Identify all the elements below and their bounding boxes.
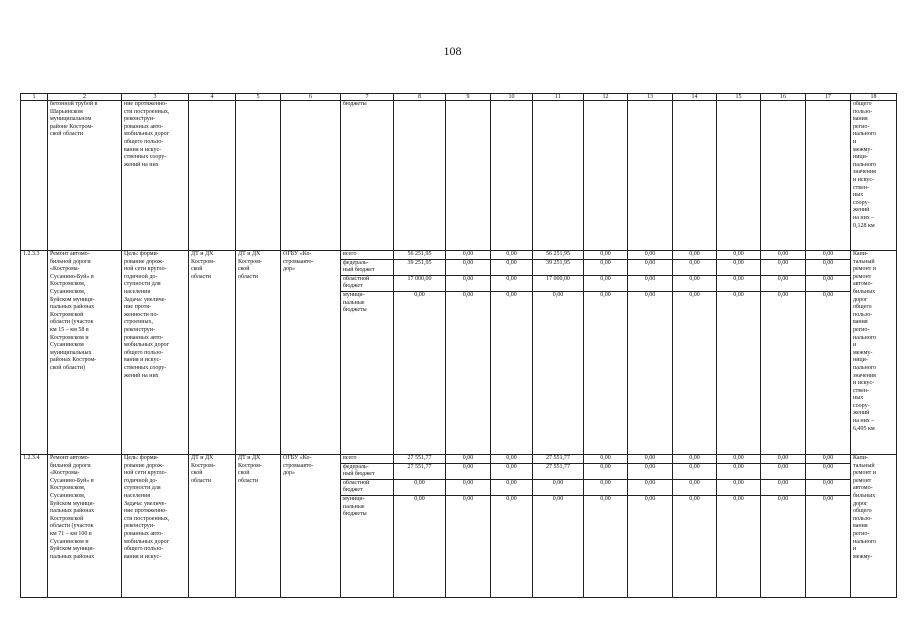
column-header: 3 — [122, 94, 189, 101]
funding-value: 0,00 — [394, 479, 446, 495]
continuation-cell-2: бетонной трубой в Шарьинском муниципальном районе Костром- ской области — [48, 101, 122, 251]
funding-value: 0,00 — [584, 479, 628, 495]
funding-value: 0,00 — [806, 479, 851, 495]
funding-value: 27 551,77 — [394, 454, 446, 463]
funding-source: муници- пальные бюджеты — [341, 495, 394, 597]
funding-value: 0,00 — [717, 259, 761, 275]
funding-value: 0,00 — [491, 275, 533, 291]
funding-value: 0,00 — [446, 291, 491, 454]
funding-value: 0,00 — [717, 463, 761, 479]
row-number: 1.2.3.3 — [21, 251, 48, 455]
column-header: 11 — [533, 94, 584, 101]
expected-result: Капи- тальный ремонт и ремонт автомо- бильных дорог общего пользо- вания регио- нального и межму- ници- пального значения и искус- ствен- ных соору- жений на них – 6,495 км — [851, 251, 897, 455]
funding-value: 0,00 — [491, 454, 533, 463]
funding-value: 0,00 — [394, 291, 446, 454]
funding-value: 0,00 — [806, 275, 851, 291]
column-header: 14 — [673, 94, 717, 101]
continuation-cell-3: ние протяженно- сти построенных, реконструи- рованных авто- мобильных дорог общего пользо- вания и искус- ственных соору- жений на них — [122, 101, 189, 251]
column-header: 7 — [341, 94, 394, 101]
continuation-row — [21, 101, 897, 251]
funding-value: 0,00 — [717, 454, 761, 463]
funding-value: 0,00 — [491, 479, 533, 495]
funding-value: 0,00 — [446, 495, 491, 597]
empty-cell — [446, 101, 491, 251]
funding-value: 0,00 — [628, 275, 673, 291]
funding-value: 0,00 — [717, 291, 761, 454]
responsible-executor: ДТ и ДХ Костром- ской области — [189, 454, 236, 597]
empty-cell — [21, 101, 48, 251]
funding-value: 0,00 — [491, 291, 533, 454]
funding-value: 0,00 — [761, 259, 806, 275]
funding-value: 17 000,00 — [394, 275, 446, 291]
funding-value: 0,00 — [446, 463, 491, 479]
funding-value: 0,00 — [584, 251, 628, 260]
empty-cell — [394, 101, 446, 251]
column-header: 1 — [21, 94, 48, 101]
funding-value: 0,00 — [628, 463, 673, 479]
funding-value: 0,00 — [761, 291, 806, 454]
funding-value: 0,00 — [806, 251, 851, 260]
funding-value: 0,00 — [806, 495, 851, 597]
funding-source: областной бюджет — [341, 275, 394, 291]
funding-source: федераль- ный бюджет — [341, 259, 394, 275]
program-table — [20, 93, 897, 598]
column-header: 5 — [236, 94, 281, 101]
funding-source: всего — [341, 251, 394, 260]
empty-cell — [628, 101, 673, 251]
funding-value: 0,00 — [761, 479, 806, 495]
funding-value: 0,00 — [584, 495, 628, 597]
goal-task: Цель: форми- рование дорож- ной сети кругло- годичной до- ступности для населения Задача: увеличе- ние протяженно- сти построенных, реконструи- рованных авто- мобильных дорог общего пользо- вания и искус- — [122, 454, 189, 597]
funding-value: 0,00 — [491, 495, 533, 597]
coexecutor: ДТ и ДХ Костром- ской области — [236, 251, 281, 455]
funding-value: 0,00 — [446, 479, 491, 495]
empty-cell — [584, 101, 628, 251]
row-number: 1.2.3.4 — [21, 454, 48, 597]
measure-name: Ремонт автомо- бильной дороги «Кострома- Сусанино-Буй» в Костромском, Сусанинском, Буйском муници- пальных районах Костромской области (участок км 71 – км 100 в Сусанинском и Буйском муници- пальных районах — [48, 454, 122, 597]
funding-value: 39 251,95 — [533, 259, 584, 275]
funding-source: муници- пальные бюджеты — [341, 291, 394, 454]
funding-value: 0,00 — [761, 275, 806, 291]
funding-value: 0,00 — [761, 463, 806, 479]
funding-value: 0,00 — [628, 479, 673, 495]
funding-value: 0,00 — [761, 454, 806, 463]
funding-value: 0,00 — [628, 251, 673, 260]
empty-cell — [281, 101, 341, 251]
funding-value: 0,00 — [806, 291, 851, 454]
coexecutor: ДТ и ДХ Костром- ской области — [236, 454, 281, 597]
empty-cell — [673, 101, 717, 251]
funding-value: 0,00 — [673, 259, 717, 275]
funding-value: 0,00 — [761, 495, 806, 597]
column-header: 17 — [806, 94, 851, 101]
continuation-cell-7: бюджеты — [341, 101, 394, 251]
column-header: 13 — [628, 94, 673, 101]
empty-cell — [189, 101, 236, 251]
funding-value: 0,00 — [446, 275, 491, 291]
funding-value: 0,00 — [584, 454, 628, 463]
funding-value: 56 251,95 — [394, 251, 446, 260]
funding-value: 0,00 — [761, 251, 806, 260]
goal-task: Цель: форми- рование дорож- ной сети кругло- годичной до- ступности для населения Задача: увеличе- ние протя- женности по- строенных, реконструи- рованных авто- мобильных дорог общего пользо- вания и искус- ственных соору- жений на них — [122, 251, 189, 455]
funding-value: 27 551,77 — [533, 454, 584, 463]
funding-value: 0,00 — [584, 275, 628, 291]
funding-value: 56 251,95 — [533, 251, 584, 260]
measure-name: Ремонт автомо- бильной дороги «Кострома- Сусанино-Буй» в Костромском, Сусанинском, Буйском муници- пальных районах Костромской области (участок км 15 – км 58 в Костромском и Сусанинском муниципальных районах Костром- ской области) — [48, 251, 122, 455]
empty-cell — [236, 101, 281, 251]
funding-value: 0,00 — [491, 251, 533, 260]
funding-value: 0,00 — [673, 251, 717, 260]
funding-value: 0,00 — [533, 291, 584, 454]
funding-value: 0,00 — [533, 479, 584, 495]
funding-value: 0,00 — [717, 251, 761, 260]
funding-value: 0,00 — [533, 495, 584, 597]
funding-value: 0,00 — [806, 454, 851, 463]
funding-value: 27 551,77 — [533, 463, 584, 479]
funding-value: 0,00 — [584, 291, 628, 454]
funding-value: 0,00 — [717, 479, 761, 495]
funding-value: 0,00 — [673, 275, 717, 291]
funding-value: 0,00 — [673, 454, 717, 463]
funding-value: 0,00 — [717, 495, 761, 597]
funding-value: 0,00 — [628, 495, 673, 597]
empty-cell — [717, 101, 761, 251]
table-row — [21, 454, 897, 463]
empty-cell — [761, 101, 806, 251]
participant: ОГБУ «Ко- стромаавто- дор» — [281, 454, 341, 597]
funding-value: 0,00 — [584, 259, 628, 275]
funding-value: 0,00 — [446, 251, 491, 260]
participant: ОГБУ «Ко- стромаавто- дор» — [281, 251, 341, 455]
column-header: 16 — [761, 94, 806, 101]
funding-source: областной бюджет — [341, 479, 394, 495]
funding-value: 0,00 — [628, 259, 673, 275]
funding-source: федераль- ный бюджет — [341, 463, 394, 479]
column-header: 6 — [281, 94, 341, 101]
empty-cell — [806, 101, 851, 251]
column-header: 4 — [189, 94, 236, 101]
header-row — [21, 94, 897, 101]
expected-result: Капи- тальный ремонт и ремонт автомо- бильных дорог общего пользо- вания регио- нального и межму- — [851, 454, 897, 597]
funding-value: 39 251,95 — [394, 259, 446, 275]
funding-value: 0,00 — [717, 275, 761, 291]
empty-cell — [491, 101, 533, 251]
column-header: 9 — [446, 94, 491, 101]
funding-value: 0,00 — [628, 454, 673, 463]
funding-value: 0,00 — [628, 291, 673, 454]
funding-value: 0,00 — [394, 495, 446, 597]
funding-value: 27 551,77 — [394, 463, 446, 479]
page-number: 108 — [443, 44, 462, 58]
funding-value: 0,00 — [491, 259, 533, 275]
funding-value: 0,00 — [806, 463, 851, 479]
funding-value: 17 000,00 — [533, 275, 584, 291]
column-header: 8 — [394, 94, 446, 101]
funding-source: всего — [341, 454, 394, 463]
funding-value: 0,00 — [673, 291, 717, 454]
funding-value: 0,00 — [673, 495, 717, 597]
column-header: 18 — [851, 94, 897, 101]
funding-value: 0,00 — [491, 463, 533, 479]
funding-value: 0,00 — [584, 463, 628, 479]
empty-cell — [533, 101, 584, 251]
funding-value: 0,00 — [446, 454, 491, 463]
funding-value: 0,00 — [673, 463, 717, 479]
responsible-executor: ДТ и ДХ Костром- ской области — [189, 251, 236, 455]
column-header: 15 — [717, 94, 761, 101]
funding-value: 0,00 — [446, 259, 491, 275]
funding-value: 0,00 — [806, 259, 851, 275]
column-header: 12 — [584, 94, 628, 101]
column-header: 10 — [491, 94, 533, 101]
table-row — [21, 251, 897, 260]
funding-value: 0,00 — [673, 479, 717, 495]
column-header: 2 — [48, 94, 122, 101]
continuation-cell-18: общего пользо- вания регио- нального и межму- ници- пального значения и искус- ствен- ных соору- жений на них – 0,128 км — [851, 101, 897, 251]
